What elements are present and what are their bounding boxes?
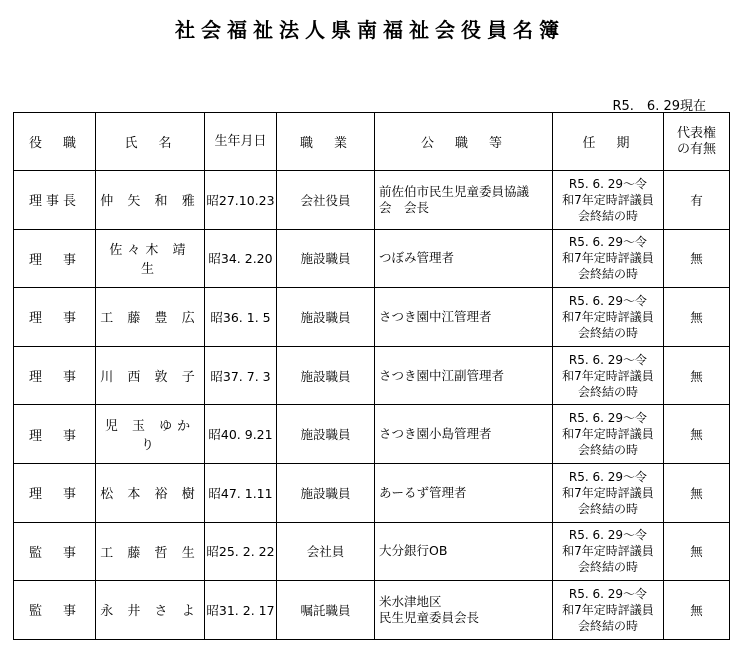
- representative-right-cell: 無: [664, 229, 730, 288]
- table-row: [14, 405, 730, 464]
- role-cell: 理 事: [14, 346, 96, 405]
- public-duties-cell: つぼみ管理者: [375, 229, 553, 288]
- occupation-cell: 施設職員: [277, 346, 375, 405]
- representative-right-cell: 無: [664, 581, 730, 640]
- birth-date-cell: 昭31. 2. 17: [205, 581, 277, 640]
- term-cell: R5. 6. 29～令 和7年定時評議員 会終結の時: [553, 522, 664, 581]
- occupation-cell: 嘱託職員: [277, 581, 375, 640]
- occupation-cell: 施設職員: [277, 463, 375, 522]
- public-duties-cell: 大分銀行OB: [375, 522, 553, 581]
- name-cell: 佐々木 靖 生: [96, 229, 205, 288]
- occupation-cell: 施設職員: [277, 229, 375, 288]
- role-cell: 理 事: [14, 463, 96, 522]
- name-cell: 工 藤 豊 広: [96, 288, 205, 347]
- term-cell: R5. 6. 29～令 和7年定時評議員 会終結の時: [553, 405, 664, 464]
- roster-body: [14, 171, 730, 640]
- name-cell: 川 西 敦 子: [96, 346, 205, 405]
- name-cell: 松 本 裕 樹: [96, 463, 205, 522]
- header-name: 氏 名: [96, 113, 205, 171]
- name-cell: 工 藤 哲 生: [96, 522, 205, 581]
- term-cell: R5. 6. 29～令 和7年定時評議員 会終結の時: [553, 463, 664, 522]
- occupation-cell: 施設職員: [277, 288, 375, 347]
- public-duties-cell: 前佐伯市民生児童委員協議 会 会長: [375, 171, 553, 230]
- table-row: [14, 288, 730, 347]
- public-duties-cell: さつき園中江管理者: [375, 288, 553, 347]
- birth-date-cell: 昭36. 1. 5: [205, 288, 277, 347]
- table-row: [14, 346, 730, 405]
- name-cell: 永 井 さ よ: [96, 581, 205, 640]
- header-role: 役 職: [14, 113, 96, 171]
- header-occupation: 職 業: [277, 113, 375, 171]
- occupation-cell: 施設職員: [277, 405, 375, 464]
- document-title: 社会福祉法人県南福祉会役員名簿: [175, 18, 565, 42]
- role-cell: 監 事: [14, 581, 96, 640]
- table-row: [14, 463, 730, 522]
- birth-date-cell: 昭25. 2. 22: [205, 522, 277, 581]
- public-duties-cell: さつき園中江副管理者: [375, 346, 553, 405]
- header-row: [14, 113, 730, 171]
- role-cell: 理 事: [14, 288, 96, 347]
- representative-right-cell: 無: [664, 522, 730, 581]
- table-row: [14, 171, 730, 230]
- occupation-cell: 会社役員: [277, 171, 375, 230]
- table-row: [14, 581, 730, 640]
- role-cell: 理事長: [14, 171, 96, 230]
- birth-date-cell: 昭47. 1.11: [205, 463, 277, 522]
- term-cell: R5. 6. 29～令 和7年定時評議員 会終結の時: [553, 346, 664, 405]
- birth-date-cell: 昭27.10.23: [205, 171, 277, 230]
- officer-roster-table: [13, 112, 730, 640]
- name-cell: 仲 矢 和 雅: [96, 171, 205, 230]
- name-cell: 児 玉 ゆかり: [96, 405, 205, 464]
- role-cell: 理 事: [14, 405, 96, 464]
- role-cell: 理 事: [14, 229, 96, 288]
- term-cell: R5. 6. 29～令 和7年定時評議員 会終結の時: [553, 581, 664, 640]
- header-term: 任 期: [553, 113, 664, 171]
- birth-date-cell: 昭37. 7. 3: [205, 346, 277, 405]
- occupation-cell: 会社員: [277, 522, 375, 581]
- term-cell: R5. 6. 29～令 和7年定時評議員 会終結の時: [553, 229, 664, 288]
- table-row: [14, 229, 730, 288]
- representative-right-cell: 有: [664, 171, 730, 230]
- public-duties-cell: さつき園小島管理者: [375, 405, 553, 464]
- public-duties-cell: 米水津地区 民生児童委員会長: [375, 581, 553, 640]
- as-of-date: R5. 6. 29現在: [612, 99, 706, 114]
- role-cell: 監 事: [14, 522, 96, 581]
- representative-right-cell: 無: [664, 346, 730, 405]
- public-duties-cell: あーるず管理者: [375, 463, 553, 522]
- representative-right-cell: 無: [664, 288, 730, 347]
- birth-date-cell: 昭40. 9.21: [205, 405, 277, 464]
- birth-date-cell: 昭34. 2.20: [205, 229, 277, 288]
- term-cell: R5. 6. 29～令 和7年定時評議員 会終結の時: [553, 171, 664, 230]
- header-representative-right: 代表権 の有無: [664, 113, 730, 171]
- header-birth-date: 生年月日: [205, 113, 277, 171]
- table-row: [14, 522, 730, 581]
- header-public-duties: 公 職 等: [375, 113, 553, 171]
- representative-right-cell: 無: [664, 405, 730, 464]
- term-cell: R5. 6. 29～令 和7年定時評議員 会終結の時: [553, 288, 664, 347]
- representative-right-cell: 無: [664, 463, 730, 522]
